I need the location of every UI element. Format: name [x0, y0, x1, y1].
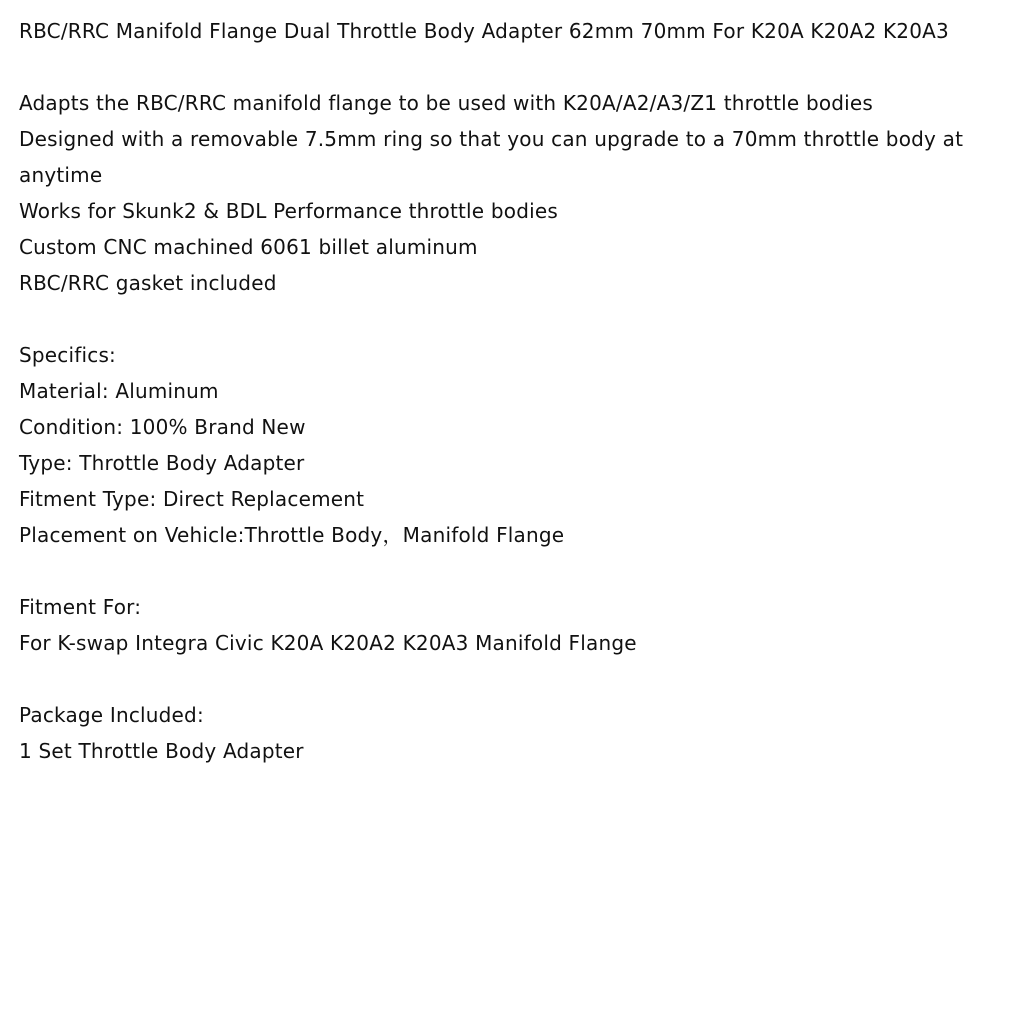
specifics-heading: Specifics:	[19, 343, 116, 367]
feature-item: RBC/RRC gasket included	[19, 271, 277, 295]
feature-item: Works for Skunk2 & BDL Performance throttle bodies	[19, 199, 558, 223]
spec-item: Placement on Vehicle:Throttle Body，Manifold Flange	[19, 523, 565, 547]
feature-item: Adapts the RBC/RRC manifold flange to be used with K20A/A2/A3/Z1 throttle bodies	[19, 91, 874, 115]
fitment-item: For K-swap Integra Civic K20A K20A2 K20A3 Manifold Flange	[19, 631, 637, 655]
feature-item: Custom CNC machined 6061 billet aluminum	[19, 235, 478, 259]
fitment-section	[19, 589, 1009, 661]
spacer	[19, 553, 1009, 589]
spacer	[19, 49, 1009, 85]
spec-item: Condition: 100% Brand New	[19, 415, 306, 439]
spacer	[19, 301, 1009, 337]
spec-item: Fitment Type: Direct Replacement	[19, 487, 365, 511]
product-title: RBC/RRC Manifold Flange Dual Throttle Body Adapter 62mm 70mm For K20A K20A2 K20A3	[19, 19, 949, 43]
feature-item: Designed with a removable 7.5mm ring so that you can upgrade to a 70mm throttle body at anytime	[19, 127, 964, 187]
spec-item: Material: Aluminum	[19, 379, 219, 403]
package-item: 1 Set Throttle Body Adapter	[19, 739, 304, 763]
spacer	[19, 661, 1009, 697]
package-heading: Package Included:	[19, 703, 204, 727]
specifics-section	[19, 337, 1009, 553]
package-section	[19, 697, 1009, 769]
spec-item: Type: Throttle Body Adapter	[19, 451, 305, 475]
fitment-heading: Fitment For:	[19, 595, 142, 619]
product-description	[19, 13, 1009, 769]
feature-list	[19, 85, 1009, 301]
